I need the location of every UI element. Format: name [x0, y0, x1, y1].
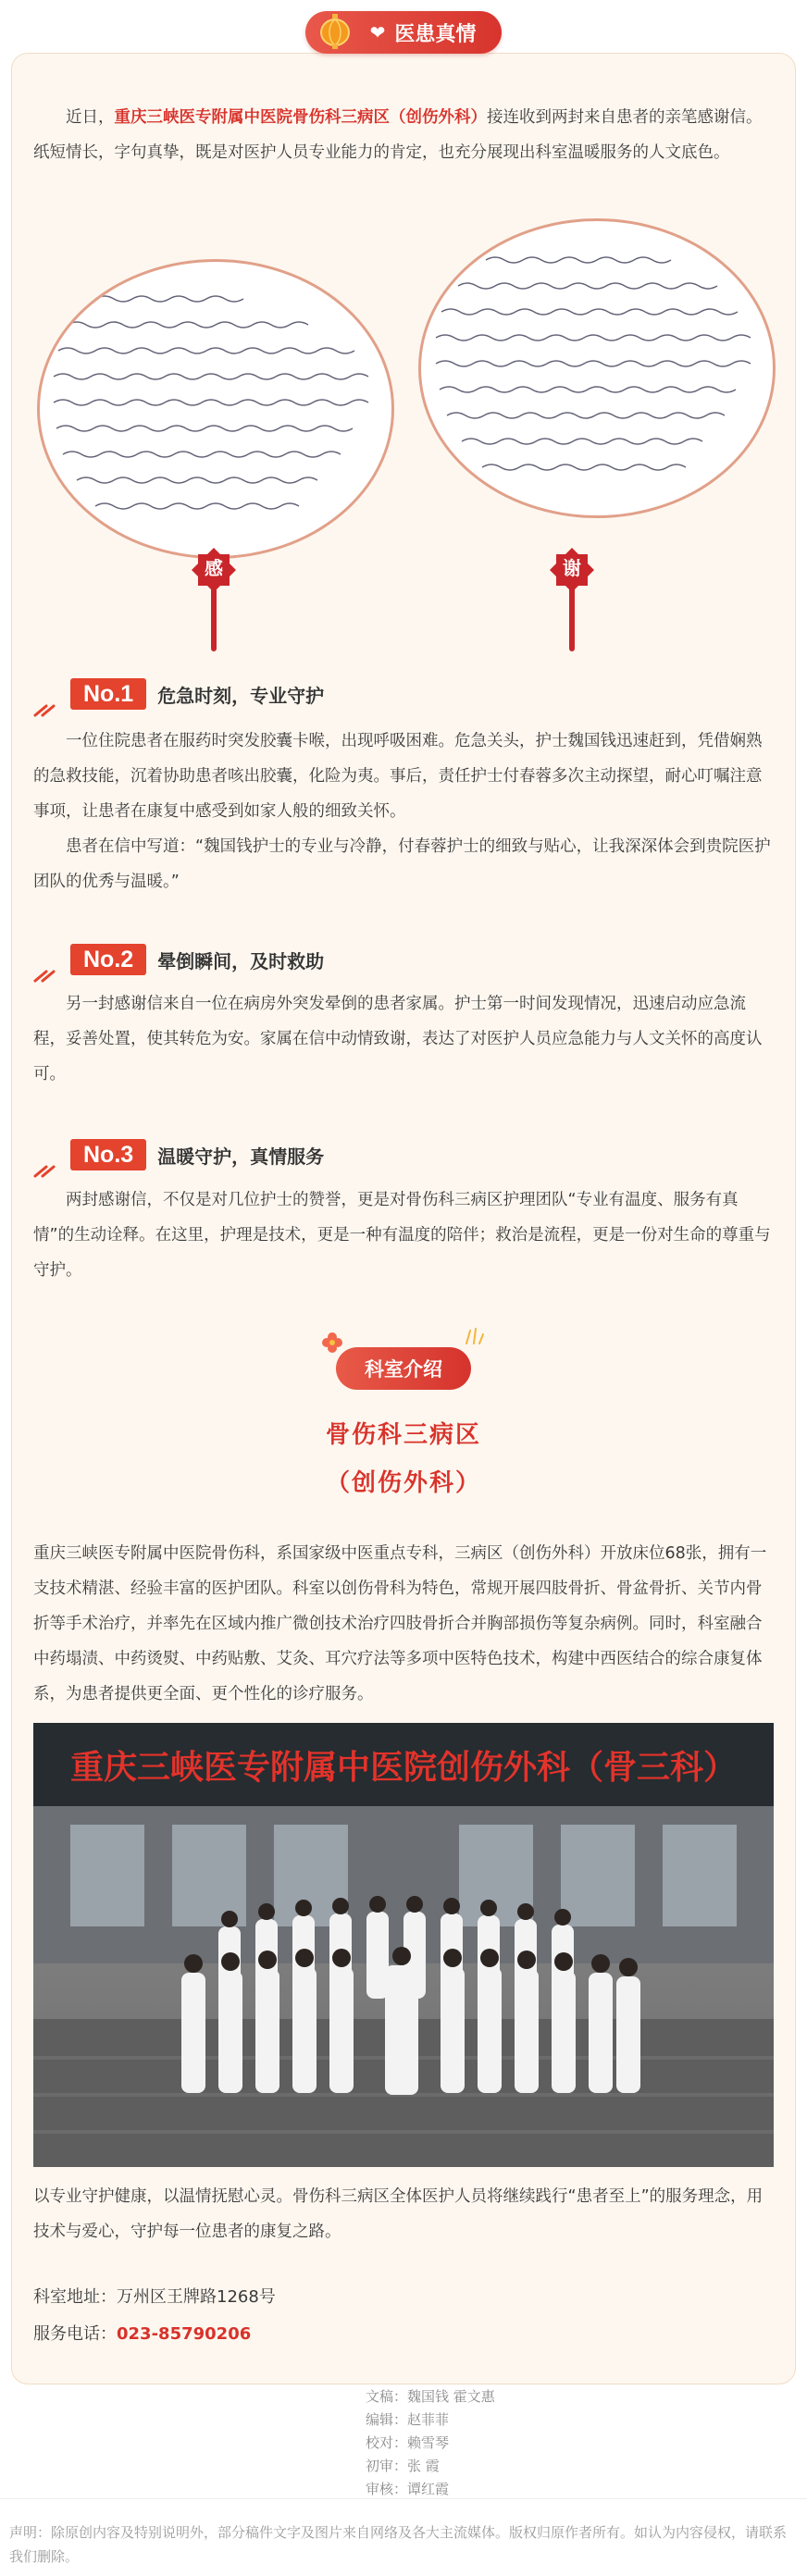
thank-you-letter-left	[37, 259, 394, 559]
section-header-1	[35, 676, 324, 712]
department-badge: 科室介绍	[336, 1347, 471, 1390]
phone-label: 服务电话：	[33, 2324, 117, 2344]
accent-strokes-icon	[33, 970, 67, 983]
credit-role: 文稿：	[365, 2388, 407, 2405]
handwriting-image	[421, 221, 773, 515]
credit-line	[0, 2432, 807, 2455]
credit-name: 张 霞	[407, 2458, 440, 2474]
section-2-paragraph-1: 另一封感谢信来自一位在病房外突发晕倒的患者家属。护士第一时间发现情况，迅速启动应急流程，妥善处置，使其转危为安。家属在信中动情致谢，表达了对医护人员应急能力与人文关怀的高度认可。	[33, 995, 763, 1084]
tassel-right	[569, 583, 575, 651]
lantern-icon	[318, 14, 352, 51]
team-photo-image	[33, 1723, 774, 2167]
department-name: 骨伤科三病区	[325, 1421, 481, 1449]
section-1-paragraph-2: 患者在信中写道：“魏国钱护士的专业与冷静，付春蓉护士的细致与贴心，让我深深体会到贵院医护团队的优秀与温暖。”	[33, 837, 771, 891]
thank-you-letter-right	[418, 218, 776, 518]
header-area	[0, 0, 807, 65]
credit-name: 谭红霞	[407, 2481, 450, 2497]
chinese-knot-right-icon	[550, 546, 594, 590]
header-title: 医患真情	[394, 22, 477, 46]
handwriting-image	[40, 262, 391, 556]
credit-name: 赖雪琴	[407, 2434, 450, 2451]
section-header-3	[35, 1137, 324, 1172]
credit-name: 赵菲菲	[407, 2411, 450, 2428]
credit-line	[0, 2385, 807, 2409]
left-tag-text: 感	[205, 557, 223, 579]
credit-role: 编辑：	[365, 2411, 407, 2428]
accent-strokes-icon	[33, 1165, 67, 1178]
credit-line	[0, 2409, 807, 2432]
section-3-paragraph-1: 两封感谢信，不仅是对几位护士的赞誉，更是对骨伤科三病区护理团队“专业有温度、服务有真情”的生动诠释。在这里，护理是技术，更是一种有温度的陪伴；救治是流程，更是一份对生命的尊重与守护。	[33, 1191, 771, 1280]
department-subname: （创伤外科）	[325, 1469, 481, 1497]
header-badge	[305, 11, 503, 54]
intro-prefix: 近日，	[66, 108, 115, 127]
chinese-knot-left-icon	[192, 546, 236, 590]
flower-icon	[322, 1332, 342, 1353]
section-number: No.3	[70, 1139, 146, 1170]
address-value: 万州区王牌路1268号	[117, 2287, 276, 2307]
credit-name: 魏国钱 霍文惠	[407, 2388, 495, 2405]
section-header-2	[35, 942, 324, 977]
right-tag-text: 谢	[563, 557, 581, 579]
intro-paragraph	[33, 100, 774, 170]
section-1-paragraph-1: 一位住院患者在服药时突发胶囊卡喉，出现呼吸困难。危急关头，护士魏国钱迅速赶到，凭借娴熟的急救技能，沉着协助患者咳出胶囊，化险为夷。事后，责任护士付春蓉多次主动探望，耐心叮嘱注意事项，让患者在康复中感受到如家人般的细致关怀。	[33, 732, 763, 821]
tassel-left	[211, 583, 217, 651]
disclaimer-text: 声明：除原创内容及特别说明外，部分稿件文字及图片来自网络及各大主流媒体。版权归原作者所有。如认为内容侵权，请联系我们删除。	[9, 2524, 788, 2565]
footer-divider	[0, 2498, 807, 2499]
closing-paragraph: 以专业守护健康，以温情抚慰心灵。骨伤科三病区全体医护人员将继续践行“患者至上”的服务理念，用技术与爱心，守护每一位患者的康复之路。	[33, 2187, 764, 2241]
section-number: No.1	[70, 678, 146, 710]
credit-line	[0, 2455, 807, 2478]
department-description: 重庆三峡医专附属中医院骨伤科，系国家级中医重点专科，三病区（创伤外科）开放床位68张，拥有一支技术精湛、经验丰富的医护团队。科室以创伤骨科为特色，常规开展四肢骨折、骨盆骨折、关节内骨折等手术治疗，并率先在区域内推广微创技术治疗四肢骨折合并胸部损伤等复杂病例。同时，科室融合中药塌渍、中药烫熨、中药贴敷、艾灸、耳穴疗法等多项中医特色技术，构建中西医结合的综合康复体系，为患者提供更全面、更个性化的诊疗服务。	[33, 1544, 767, 1703]
address-line	[33, 2284, 276, 2308]
section-title: 温暖守护，真情服务	[157, 1145, 325, 1168]
section-title: 危急时刻，专业守护	[157, 684, 325, 707]
phone-line	[33, 2321, 251, 2345]
phone-number-link[interactable]: 023-85790206	[117, 2324, 252, 2344]
heart-icon: ❤	[369, 21, 386, 43]
sparkle-lines-icon	[463, 1327, 485, 1345]
section-number: No.2	[70, 944, 146, 975]
accent-strokes-icon	[33, 704, 67, 717]
team-photo	[33, 1723, 774, 2167]
intro-highlight: 重庆三峡医专附属中医院骨伤科三病区（创伤外科）	[114, 108, 487, 127]
credit-role: 初审：	[365, 2458, 407, 2474]
photo-banner-text: 重庆三峡医专附属中医院创伤外科（骨三科）	[69, 1749, 738, 1787]
address-label: 科室地址：	[33, 2287, 117, 2307]
credits-block	[0, 2385, 807, 2501]
section-title: 晕倒瞬间，及时救助	[157, 949, 325, 972]
intro-suffix: 接连收到两封来自患者的亲笔感谢信。纸短情长，字句真挚，既是对医护人员专业能力的肯定，也充分展现出科室温暖服务的人文底色。	[33, 108, 763, 162]
credit-role: 审核：	[365, 2481, 407, 2497]
credit-role: 校对：	[365, 2434, 407, 2451]
